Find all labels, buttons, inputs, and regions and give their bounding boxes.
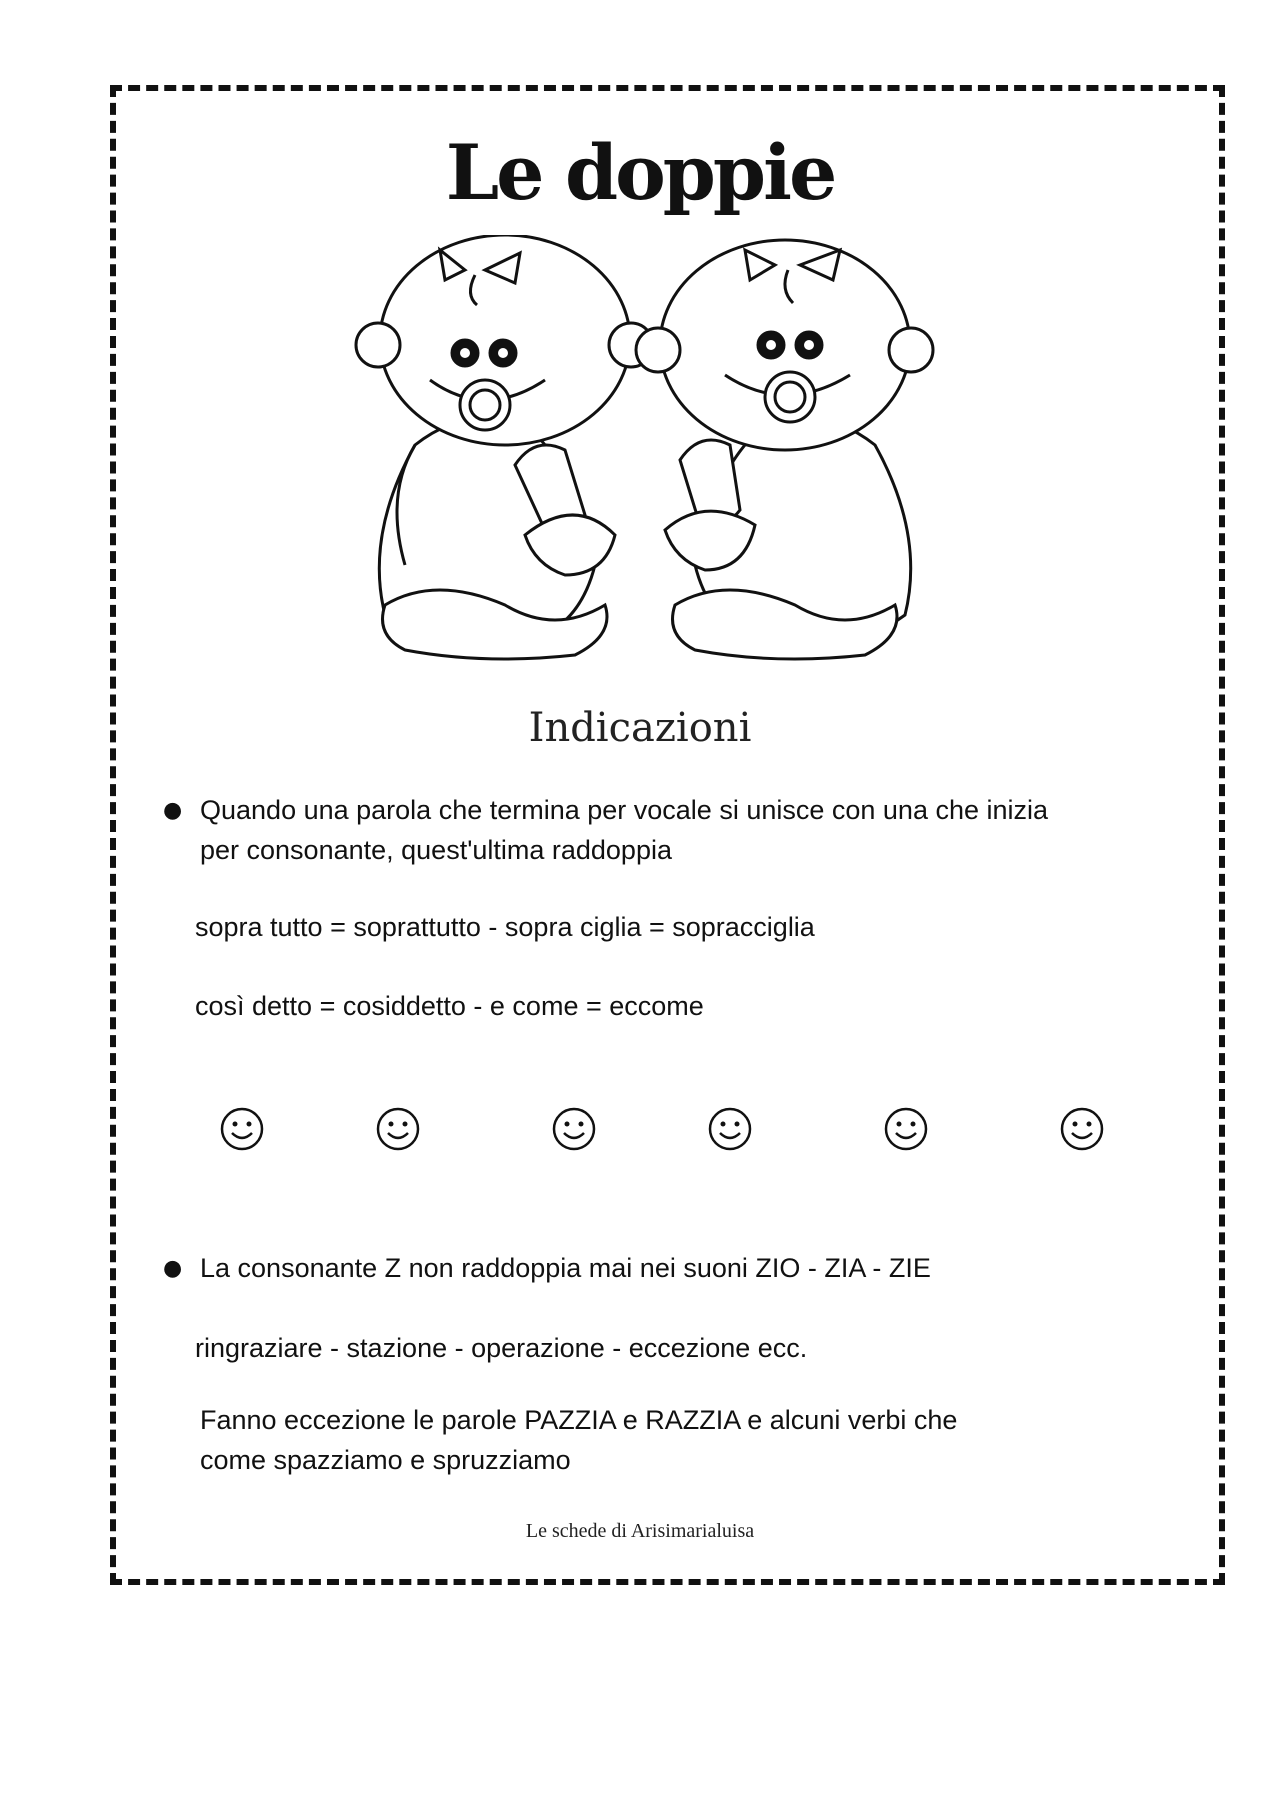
smiley-row [0,1105,1280,1165]
right-baby-figure [636,240,933,659]
smiley-icon [218,1105,266,1153]
exception-line2: come spazziamo e spruzziamo [200,1445,571,1475]
exception-line1: Fanno eccezione le parole PAZZIA e RAZZIA e alcuni verbi che [200,1405,958,1435]
rule1-example-1: sopra tutto = soprattutto - sopra ciglia = sopracciglia [195,912,815,942]
left-baby-figure [356,235,653,659]
rule1-paragraph [200,790,1160,870]
smiley-icon [374,1105,422,1153]
page-title: Le doppie [445,128,835,217]
rule1-example-2: così detto = cosiddetto - e come = eccome [195,991,704,1021]
smiley-icon [1058,1105,1106,1153]
rule2-paragraph: La consonante Z non raddoppia mai nei suoni ZIO - ZIA - ZIE [200,1253,931,1283]
footer-credit: Le schede di Arisimarialuisa [525,1520,755,1542]
rule1-line1: Quando una parola che termina per vocale si unisce con una che inizia [200,795,1049,825]
bullet-2: ● [163,1256,183,1281]
rule2-exception [200,1400,957,1480]
rule2-example: ringraziare - stazione - operazione - eccezione ecc. [195,1333,808,1363]
bullet-1: ● [163,798,183,823]
rule1-line2: per consonante, quest'ultima raddoppia [200,835,672,865]
twin-babies-illustration [345,235,945,665]
section-subtitle: Indicazioni [528,705,752,751]
smiley-icon [706,1105,754,1153]
smiley-icon [550,1105,598,1153]
smiley-icon [882,1105,930,1153]
